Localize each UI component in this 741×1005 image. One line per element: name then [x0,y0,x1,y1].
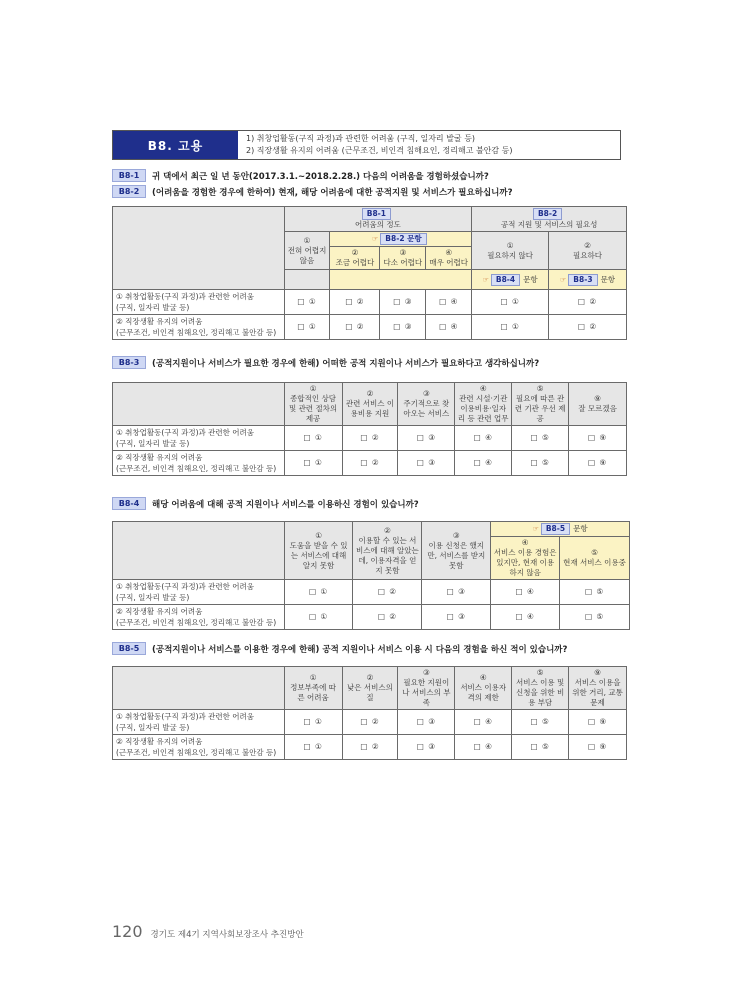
checkbox-option[interactable]: □ ① [284,580,353,605]
col-header: ③ 필요한 지원이나 서비스의 부족 [398,667,455,710]
section-desc-line: 1) 취창업활동(구직 과정)과 관련한 어려움 (구직, 일자리 발굴 등) [246,134,476,143]
row-label: ② 직장생활 유지의 어려움 (근무조건, 비인격 침해요인, 정리해고 불안감 등) [113,451,285,476]
col-header: ① 도움을 받을 수 있는 서비스에 대해 알지 못함 [284,522,353,580]
question-tag: B8-1 [112,169,146,182]
question-tag: B8-3 [112,356,146,369]
checkbox-option[interactable]: □ ③ [398,710,455,735]
table-row [113,451,627,476]
group-title: 어려움의 정도 [354,220,401,229]
checkbox-option[interactable]: □ ① [284,290,330,315]
col-header: ⑤ 필요에 따른 관련 기관 우선 제공 [512,383,569,426]
page-footer [112,922,304,941]
table-b8-1-2 [112,206,627,340]
checkbox-option[interactable]: □ ① [472,290,549,315]
question-text: 귀 댁에서 최근 일 년 동안(2017.3.1.~2018.2.28.) 다음의 어려움을 경험하셨습니까? [152,171,489,182]
col-header: ⑤ 현재 서비스 이용중 [560,537,630,580]
blank-cell [284,270,330,290]
arrow-right-icon: ☞ [560,275,567,284]
group-tag: B8-2 [533,208,562,220]
checkbox-option[interactable]: □ ⑤ [512,426,569,451]
table-row [113,710,627,735]
col-header: ④ 서비스 이용 경험은 있지만, 현재 이용하지 않음 [491,537,560,580]
blank-header [113,667,285,710]
question-b8-4 [112,497,419,510]
checkbox-option[interactable]: □ ② [342,451,398,476]
question-tag: B8-5 [112,642,146,655]
blank-header [113,207,285,290]
checkbox-option[interactable]: □ ① [284,315,330,340]
checkbox-option[interactable]: □ ⑤ [560,580,630,605]
checkbox-option[interactable]: □ ① [284,735,342,760]
group-tag: B8-1 [362,208,391,220]
table-b8-3 [112,382,627,476]
checkbox-option[interactable]: □ ④ [491,605,560,630]
checkbox-option[interactable]: □ ④ [426,290,472,315]
row-label: ② 직장생활 유지의 어려움 (근무조건, 비인격 침해요인, 정리해고 불안감 등) [113,315,285,340]
row-label: ① 취창업활동(구직 과정)과 관련한 어려움 (구직, 일자리 발굴 등) [113,580,285,605]
checkbox-option[interactable]: □ ⑨ [569,426,627,451]
section-header [112,130,621,160]
col-header: ⑨ 잘 모르겠음 [569,383,627,426]
arrow-right-icon: ☞ [372,235,379,243]
question-b8-3 [112,356,539,369]
table-row [113,735,627,760]
checkbox-option[interactable]: □ ② [342,735,398,760]
question-text: (공적지원이나 서비스가 필요한 경우에 한해) 어떠한 공적 지원이나 서비스가 필요하다고 생각하십니까? [152,358,540,369]
row-label: ① 취창업활동(구직 과정)과 관련한 어려움 (구직, 일자리 발굴 등) [113,710,285,735]
checkbox-option[interactable]: □ ④ [455,451,512,476]
checkbox-option[interactable]: □ ③ [398,451,455,476]
checkbox-option[interactable]: □ ① [472,315,549,340]
checkbox-option[interactable]: □ ⑨ [569,710,627,735]
footer-title: 경기도 제4기 지역사회보장조사 추진방안 [150,930,304,940]
col-header: ① 필요하지 않다 [472,232,549,270]
col-header: ⑨ 서비스 이용을 위한 거리, 교통 문제 [569,667,627,710]
blank-cell [330,270,472,290]
row-label: ① 취창업활동(구직 과정)과 관련한 어려움 (구직, 일자리 발굴 등) [113,426,285,451]
col-header: ④ 서비스 이용자격의 제한 [455,667,512,710]
checkbox-option[interactable]: □ ② [330,315,380,340]
col-header: ② 필요하다 [549,232,627,270]
table-row [113,290,627,315]
col-header: ④ 관련 시설·기관 이용비용·일자리 등 관련 업무 [455,383,512,426]
question-text: (어려움을 경험한 경우에 한하여) 현재, 해당 어려움에 대한 공적지원 및 서비스가 필요하십니까? [152,187,513,198]
checkbox-option[interactable]: □ ④ [491,580,560,605]
col-header: ③ 다소 어렵다 [380,247,426,270]
checkbox-option[interactable]: □ ③ [398,735,455,760]
section-desc-line: 2) 직장생활 유지의 어려움 (근무조건, 비인격 침해요인, 정리해고 불안감 등) [246,146,513,155]
checkbox-option[interactable]: □ ⑨ [569,451,627,476]
page-number: 120 [112,922,143,941]
checkbox-option[interactable]: □ ② [342,710,398,735]
checkbox-option[interactable]: □ ② [353,580,422,605]
section-description [238,131,620,159]
row-label: ② 직장생활 유지의 어려움 (근무조건, 비인격 침해요인, 정리해고 불안감 등) [113,735,285,760]
col-header: ① 전혀 어렵지 않음 [284,232,330,270]
checkbox-option[interactable]: □ ② [342,426,398,451]
table-b8-4 [112,521,630,630]
col-header: ① 정보부족에 따른 어려움 [284,667,342,710]
table-row [113,315,627,340]
table-row [113,426,627,451]
checkbox-option[interactable]: □ ③ [380,290,426,315]
checkbox-option[interactable]: □ ② [549,315,627,340]
checkbox-option[interactable]: □ ② [353,605,422,630]
checkbox-option[interactable]: □ ② [549,290,627,315]
checkbox-option[interactable]: □ ④ [426,315,472,340]
col-header: ④ 매우 어렵다 [426,247,472,270]
blank-header [113,383,285,426]
checkbox-option[interactable]: □ ③ [422,605,491,630]
col-header: ② 조금 어렵다 [330,247,380,270]
checkbox-option[interactable]: □ ① [284,605,353,630]
checkbox-option[interactable]: □ ② [330,290,380,315]
group-title: 공적 지원 및 서비스의 필요성 [500,220,598,229]
checkbox-option[interactable]: □ ⑤ [512,735,569,760]
col-header: ⑤ 서비스 이용 및 신청을 위한 비용 부담 [512,667,569,710]
checkbox-option[interactable]: □ ④ [455,710,512,735]
group-header-b8-2 [472,207,627,232]
checkbox-option[interactable]: □ ④ [455,735,512,760]
col-header: ② 낮은 서비스의 질 [342,667,398,710]
col-header: ③ 이용 신청은 했지만, 서비스를 받지 못함 [422,522,491,580]
group-header-b8-1 [284,207,472,232]
checkbox-option[interactable]: □ ① [284,451,342,476]
checkbox-option[interactable]: □ ① [284,710,342,735]
question-b8-2 [112,185,513,198]
blank-header [113,522,285,580]
row-label: ① 취창업활동(구직 과정)과 관련한 어려움 (구직, 일자리 발굴 등) [113,290,285,315]
question-text: 해당 어려움에 대해 공적 지원이나 서비스를 이용하신 경험이 있습니까? [152,499,419,510]
question-text: (공적지원이나 서비스를 이용한 경우에 한해) 공적 지원이나 서비스 이용 시 다음의 경험을 하신 적이 있습니까? [152,644,568,655]
checkbox-option[interactable]: □ ⑤ [560,605,630,630]
checkbox-option[interactable]: □ ③ [422,580,491,605]
question-b8-5 [112,642,567,655]
checkbox-option[interactable]: □ ④ [455,426,512,451]
table-row [113,605,630,630]
question-tag: B8-4 [112,497,146,510]
checkbox-option[interactable]: □ ③ [398,426,455,451]
arrow-right-icon: ☞ [482,275,489,284]
checkbox-option[interactable]: □ ⑤ [512,451,569,476]
col-header: ① 종합적인 상담 및 관련 절차의 제공 [284,383,342,426]
goto-b8-5-banner: ☞ B8-5 문항 [491,522,630,537]
col-header: ② 관련 서비스 이용비용 지원 [342,383,398,426]
row-label: ② 직장생활 유지의 어려움 (근무조건, 비인격 침해요인, 정리해고 불안감 등) [113,605,285,630]
table-row [113,580,630,605]
col-header: ② 이용할 수 있는 서비스에 대해 알았는데, 이용자격을 얻지 못함 [353,522,422,580]
question-b8-1 [112,169,489,182]
checkbox-option[interactable]: □ ⑨ [569,735,627,760]
checkbox-option[interactable]: □ ③ [380,315,426,340]
section-tag: B8. 고용 [113,131,238,159]
checkbox-option[interactable]: □ ⑤ [512,710,569,735]
table-b8-5 [112,666,627,760]
question-tag: B8-2 [112,185,146,198]
goto-b8-2-banner: ☞ B8-2 문항 [330,232,472,247]
goto-b8-3-banner: ☞ B8-3 문항 [549,270,627,290]
arrow-right-icon: ☞ [532,525,539,533]
checkbox-option[interactable]: □ ① [284,426,342,451]
goto-b8-4-banner: ☞ B8-4 문항 [472,270,549,290]
col-header: ③ 주기적으로 찾아오는 서비스 [398,383,455,426]
